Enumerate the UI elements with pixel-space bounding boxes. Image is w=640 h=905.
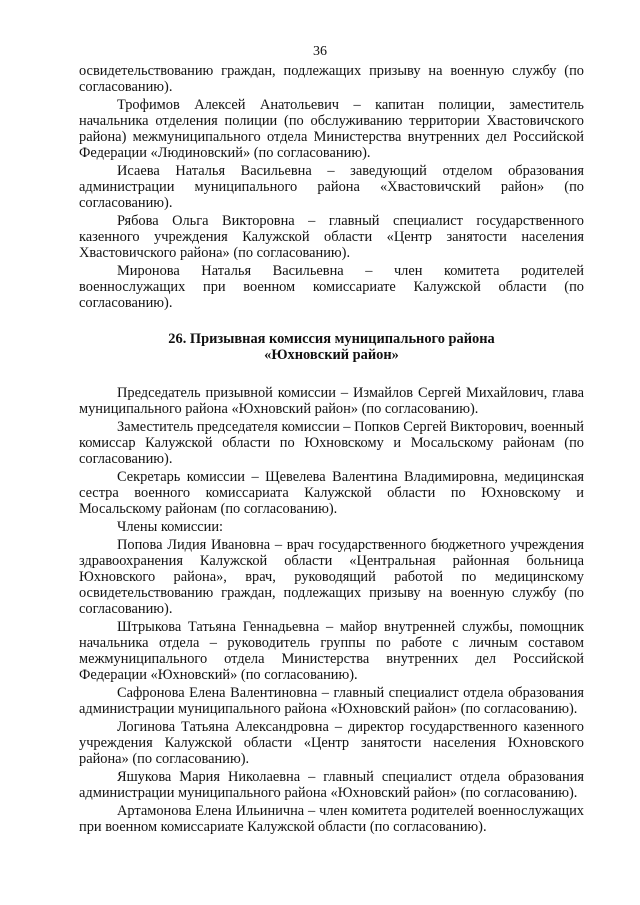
paragraph-artamonova: Артамонова Елена Ильинична – член комитета родителей военнослужащих при военном комиссариате Калужской области (по согласованию). — [79, 803, 584, 835]
paragraph-mironova: Миронова Наталья Васильевна – член комитета родителей военнослужащих при военном комиссариате Калужской области (по согласованию). — [79, 263, 584, 311]
paragraph-isaeva: Исаева Наталья Васильевна – заведующий отделом образования администрации муниципального района «Хвастовичский район» (по согласованию). — [79, 163, 584, 211]
section-paragraphs — [79, 385, 584, 835]
document-body — [79, 63, 584, 835]
section-heading-line2: «Юхновский район» — [264, 347, 399, 363]
page-number: 36 — [313, 44, 327, 59]
paragraph-members-label: Члены комиссии: — [117, 519, 224, 535]
paragraph-shtrykova: Штрыкова Татьяна Геннадьевна – майор внутренней службы, помощник начальника отдела – руководитель группы по работе с личным составом межмуниципального отдела Министерства внутренних дел Российской Федерации «Юхновский» (по согласованию). — [79, 619, 584, 683]
paragraph-safronova: Сафронова Елена Валентиновна – главный специалист отдела образования администрации муниципального района «Юхновский район» (по согласованию). — [79, 685, 584, 717]
section-heading-line1: 26. Призывная комиссия муниципального района — [168, 331, 495, 347]
top-paragraphs — [79, 63, 584, 311]
paragraph-popova: Попова Лидия Ивановна – врач государственного бюджетного учреждения здравоохранения Калужской области «Центральная районная больница Юхновского района», врач, руководящий работой по медицинскому освидетельствованию граждан, подлежащих призыву на военную службу (по согласованию). — [79, 537, 584, 617]
paragraph-yashukova: Яшукова Мария Николаевна – главный специалист отдела образования администрации муниципального района «Юхновский район» (по согласованию). — [79, 769, 584, 801]
paragraph-secretary: Секретарь комиссии – Щевелева Валентина Владимировна, медицинская сестра военного комиссариата Калужской области по Юхновскому и Мосальскому районам (по согласованию). — [79, 469, 584, 517]
paragraph-chairman: Председатель призывной комиссии – Измайлов Сергей Михайлович, глава муниципального района «Юхновский район» (по согласованию). — [79, 385, 584, 417]
paragraph-continuation: освидетельствованию граждан, подлежащих призыву на военную службу (по согласованию). — [79, 63, 584, 95]
paragraph-trofimov: Трофимов Алексей Анатольевич – капитан полиции, заместитель начальника отделения полиции (по обслуживанию территории Хвастовичского района) межмуниципального отдела Министерства внутренних дел Российской Федерации «Людиновский» (по согласованию). — [79, 97, 584, 161]
paragraph-ryabova: Рябова Ольга Викторовна – главный специалист государственного казенного учреждения Калужской области «Центр занятости населения Хвастовичского района» (по согласованию). — [79, 213, 584, 261]
section-heading — [79, 331, 584, 363]
paragraph-deputy-chairman: Заместитель председателя комиссии – Попков Сергей Викторович, военный комиссар Калужской области по Юхновскому и Мосальскому районам (по согласованию). — [79, 419, 584, 467]
paragraph-loginova: Логинова Татьяна Александровна – директор государственного казенного учреждения Калужской области «Центр занятости населения Юхновского района» (по согласованию). — [79, 719, 584, 767]
